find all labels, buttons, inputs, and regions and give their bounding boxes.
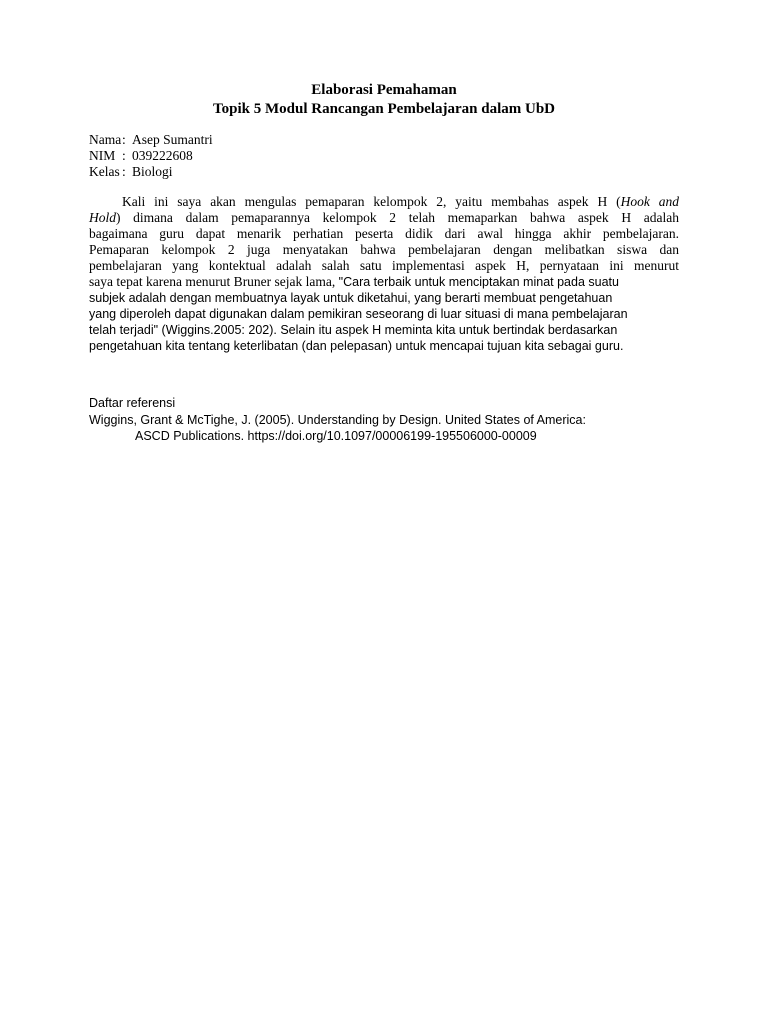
paragraph-text: Kali ini saya akan mengulas pemaparan kelompok 2, yaitu membahas aspek H (	[122, 194, 621, 209]
reference-entry-line: ASCD Publications. https://doi.org/10.1097/00006199-195506000-00009	[135, 429, 537, 443]
paragraph-text: ) dimana dalam pemaparannya kelompok 2 telah memaparkan bahwa aspek H adalah	[116, 210, 679, 225]
identity-block	[89, 132, 213, 180]
paragraph-line: pengetahuan kita tentang keterlibatan (dan pelepasan) untuk mencapai tujuan kita sebagai guru.	[89, 339, 624, 353]
title-line-1: Elaborasi Pemahaman	[311, 82, 457, 98]
identity-value: 039222608	[132, 148, 193, 163]
paragraph-line: pembelajaran yang kontektual adalah salah satu implementasi aspek H, pernyataan ini menurut	[89, 258, 679, 273]
paragraph-line: Pemaparan kelompok 2 juga menyatakan bahwa pembelajaran dengan melibatkan siswa dan	[89, 242, 679, 257]
identity-key: Nama	[89, 132, 122, 147]
paragraph-italic-text: Hook and	[620, 194, 679, 209]
reference-entry-line: Wiggins, Grant & McTighe, J. (2005). Understanding by Design. United States of America:	[89, 413, 586, 427]
paragraph-line: subjek adalah dengan membuatnya layak untuk diketahui, yang berarti membuat pengetahuan	[89, 291, 613, 305]
references-heading: Daftar referensi	[89, 396, 176, 410]
paragraph-line: bagaimana guru dapat menarik perhatian peserta didik dari awal hingga akhir pembelajaran.	[89, 226, 679, 241]
identity-row-name	[89, 132, 213, 148]
identity-separator: :	[122, 148, 126, 163]
identity-row-class	[89, 164, 213, 180]
identity-row-nim	[89, 148, 213, 164]
paragraph-italic-text: Hold	[89, 210, 116, 225]
identity-separator: :	[122, 132, 126, 147]
body-paragraph	[89, 194, 679, 354]
paragraph-line	[89, 194, 679, 210]
references-section	[89, 395, 689, 444]
identity-key: NIM	[89, 148, 116, 163]
paragraph-text: saya tepat karena menurut Bruner sejak lama,	[89, 274, 339, 289]
identity-value: Biologi	[132, 164, 173, 179]
identity-separator: :	[122, 164, 126, 179]
title-line-2: Topik 5 Modul Rancangan Pembelajaran dalam UbD	[213, 101, 555, 117]
paragraph-line: yang diperoleh dapat digunakan dalam pemikiran seseorang di luar situasi di mana pembelajaran	[89, 307, 628, 321]
paragraph-quote-text: "Cara terbaik untuk menciptakan minat pada suatu	[338, 275, 619, 289]
paragraph-line: telah terjadi" (Wiggins.2005: 202). Selain itu aspek H meminta kita untuk bertindak berdasarkan	[89, 323, 618, 337]
identity-value: Asep Sumantri	[132, 132, 213, 147]
document-title	[0, 81, 768, 119]
identity-key: Kelas	[89, 164, 120, 179]
paragraph-line	[89, 210, 679, 226]
paragraph-line	[89, 274, 679, 290]
